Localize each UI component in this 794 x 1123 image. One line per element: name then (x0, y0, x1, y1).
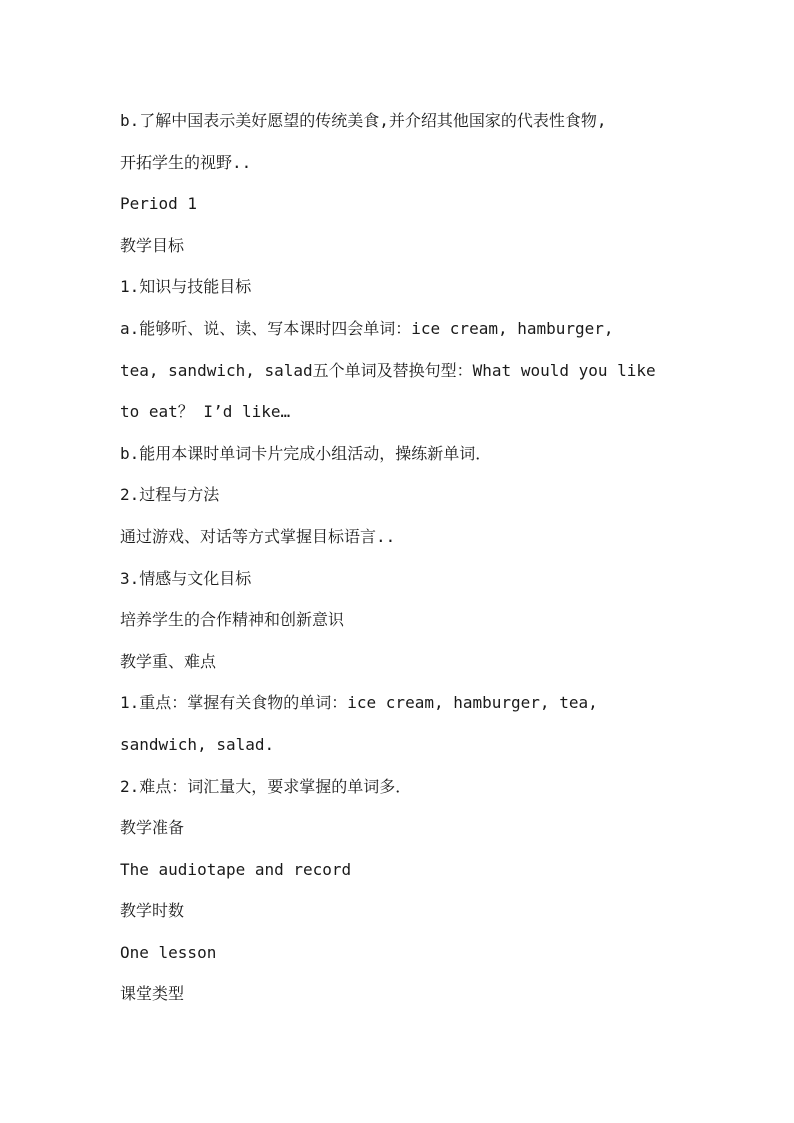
document-body (120, 100, 680, 1015)
text-line: 通过游戏、对话等方式掌握目标语言.. (120, 526, 396, 546)
text-line: b.了解中国表示美好愿望的传统美食,并介绍其他国家的代表性食物, (120, 111, 607, 130)
text-line: 开拓学生的视野.. (120, 152, 252, 172)
text-line: 1.重点：掌握有关食物的单词：ice cream, hamburger, tea, (120, 693, 598, 713)
text-line: b.能用本课时单词卡片完成小组活动，操练新单词． (120, 443, 492, 463)
text-line: sandwich, salad. (120, 734, 275, 754)
subsection-heading: 1.知识与技能目标 (120, 277, 252, 297)
text-line: a.能够听、说、读、写本课时四会单词：ice cream, hamburger, (120, 318, 614, 338)
section-heading: 教学目标 (120, 235, 185, 255)
subsection-heading: 2.过程与方法 (120, 485, 220, 505)
section-heading: 教学准备 (120, 818, 185, 838)
period-heading: Period 1 (120, 194, 198, 214)
section-heading: 教学重、难点 (120, 651, 217, 671)
subsection-heading: 3.情感与文化目标 (120, 568, 252, 588)
text-line: One lesson (120, 942, 217, 962)
section-heading: 课堂类型 (120, 984, 185, 1004)
text-line: tea, sandwich, salad五个单词及替换句型：What would you like (120, 360, 656, 380)
section-heading: 教学时数 (120, 901, 185, 921)
text-line: The audiotape and record (120, 859, 352, 879)
text-line: 2.难点：词汇量大，要求掌握的单词多． (120, 776, 412, 796)
text-line: 培养学生的合作精神和创新意识 (120, 610, 345, 630)
text-line: to eat？ I’d like… (120, 402, 291, 422)
